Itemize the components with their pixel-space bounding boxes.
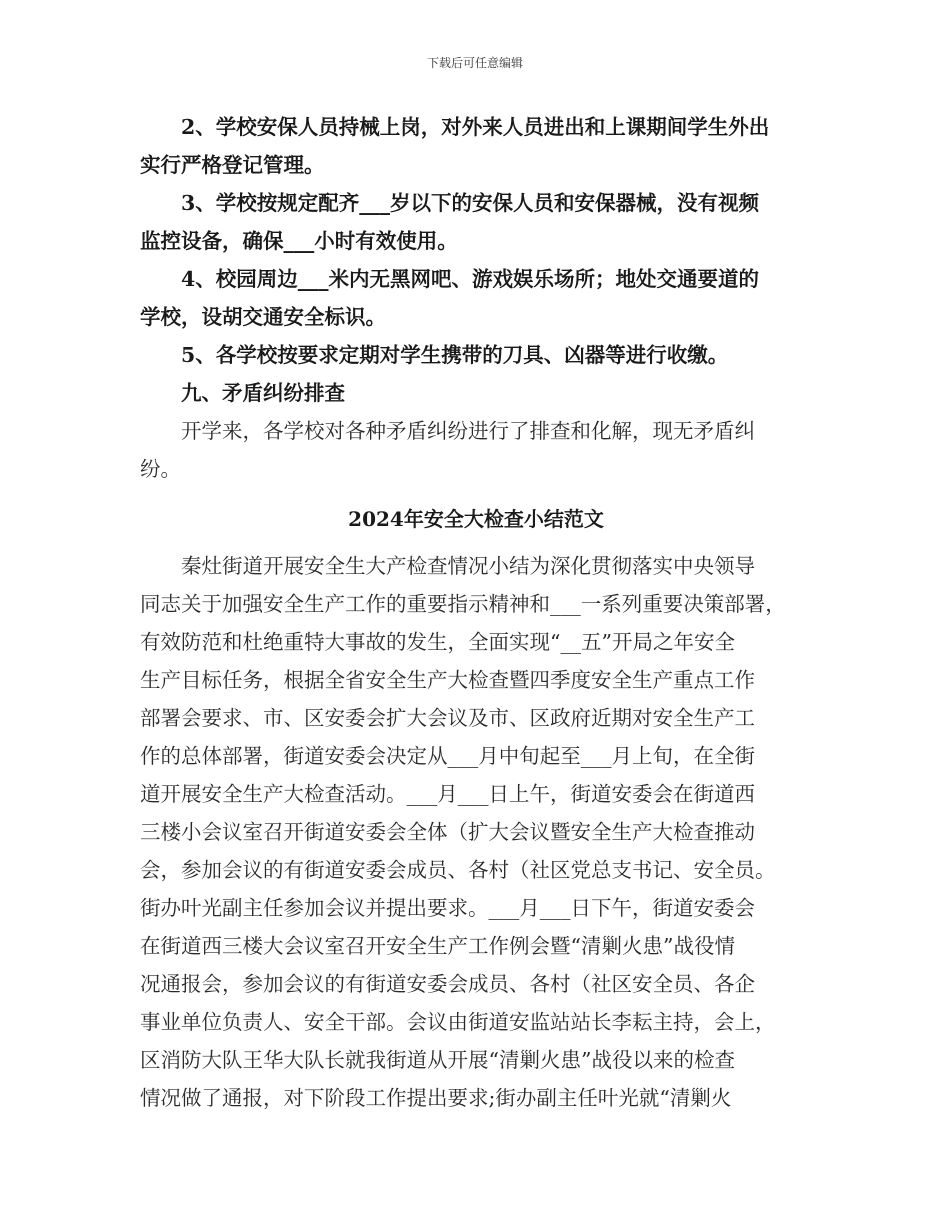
text-line: 同志关于加强安全生产工作的重要指示精神和___一系列重要决策部署， <box>140 592 786 616</box>
page-header: 下载后可任意编辑 <box>426 56 523 70</box>
text-line: 情况做了通报，对下阶段工作提出要求;街办副主任叶光就“清剿火 <box>140 1086 732 1110</box>
text-line: 纷。 <box>140 457 181 481</box>
text-line: 生产目标任务，根据全省安全生产大检查暨四季度安全生产重点工作 <box>140 668 755 692</box>
text-line: 学校，设胡交通安全标识。 <box>140 305 386 329</box>
dispute-paragraph <box>140 412 812 488</box>
text-line: 5、各学校按要求定期对学生携带的刀具、凶器等进行收缴。 <box>140 343 729 367</box>
text-line: 街办叶光副主任参加会议并提出要求。___月___日下午，街道安委会 <box>140 896 755 920</box>
document-body <box>140 108 812 1117</box>
safety-measures-list <box>140 108 812 412</box>
text-line: 区消防大队王华大队长就我街道从开展“清剿火患”战役以来的检查 <box>140 1048 735 1072</box>
text-line: 实行严格登记管理。 <box>140 153 325 177</box>
text-line: 开学来，各学校对各种矛盾纠纷进行了排查和化解，现无矛盾纠 <box>140 419 755 443</box>
text-line: 作的总体部署，街道安委会决定从___月中旬起至___月上旬，在全街 <box>140 744 755 768</box>
text-line: 在街道西三楼大会议室召开安全生产工作例会暨“清剿火患”战役情 <box>140 934 735 958</box>
text-line: 三楼小会议室召开街道安委会全体（扩大会议暨安全生产大检查推动 <box>140 820 755 844</box>
text-line: 况通报会，参加会议的有街道安委会成员、各村（社区安全员、各企 <box>140 972 755 996</box>
text-line: 4、校园周边___米内无黑网吧、游戏娱乐场所；地处交通要道的 <box>140 267 760 291</box>
text-line: 3、学校按规定配齐___岁以下的安保人员和安保器械，没有视频 <box>140 191 760 215</box>
document-title: 2024年安全大检查小结范文 <box>348 507 604 531</box>
text-line: 会，参加会议的有街道安委会成员、各村（社区党总支书记、安全员。 <box>140 858 776 882</box>
text-line: 有效防范和杜绝重特大事故的发生，全面实现“__五”开局之年安全 <box>140 630 735 654</box>
text-line: 秦灶街道开展安全生大产检查情况小结为深化贯彻落实中央领导 <box>140 554 755 578</box>
section-heading: 九、矛盾纠纷排查 <box>140 381 345 405</box>
text-line: 监控设备，确保___小时有效使用。 <box>140 229 458 253</box>
text-line: 事业单位负责人、安全干部。会议由街道安监站站长李耘主持，会上， <box>140 1010 776 1034</box>
summary-paragraph <box>140 547 812 1117</box>
text-line: 道开展安全生产大检查活动。___月___日上午，街道安委会在街道西 <box>140 782 755 806</box>
text-line: 2、学校安保人员持械上岗，对外来人员进出和上课期间学生外出 <box>140 115 770 139</box>
text-line: 部署会要求、市、区安委会扩大会议及市、区政府近期对安全生产工 <box>140 706 755 730</box>
